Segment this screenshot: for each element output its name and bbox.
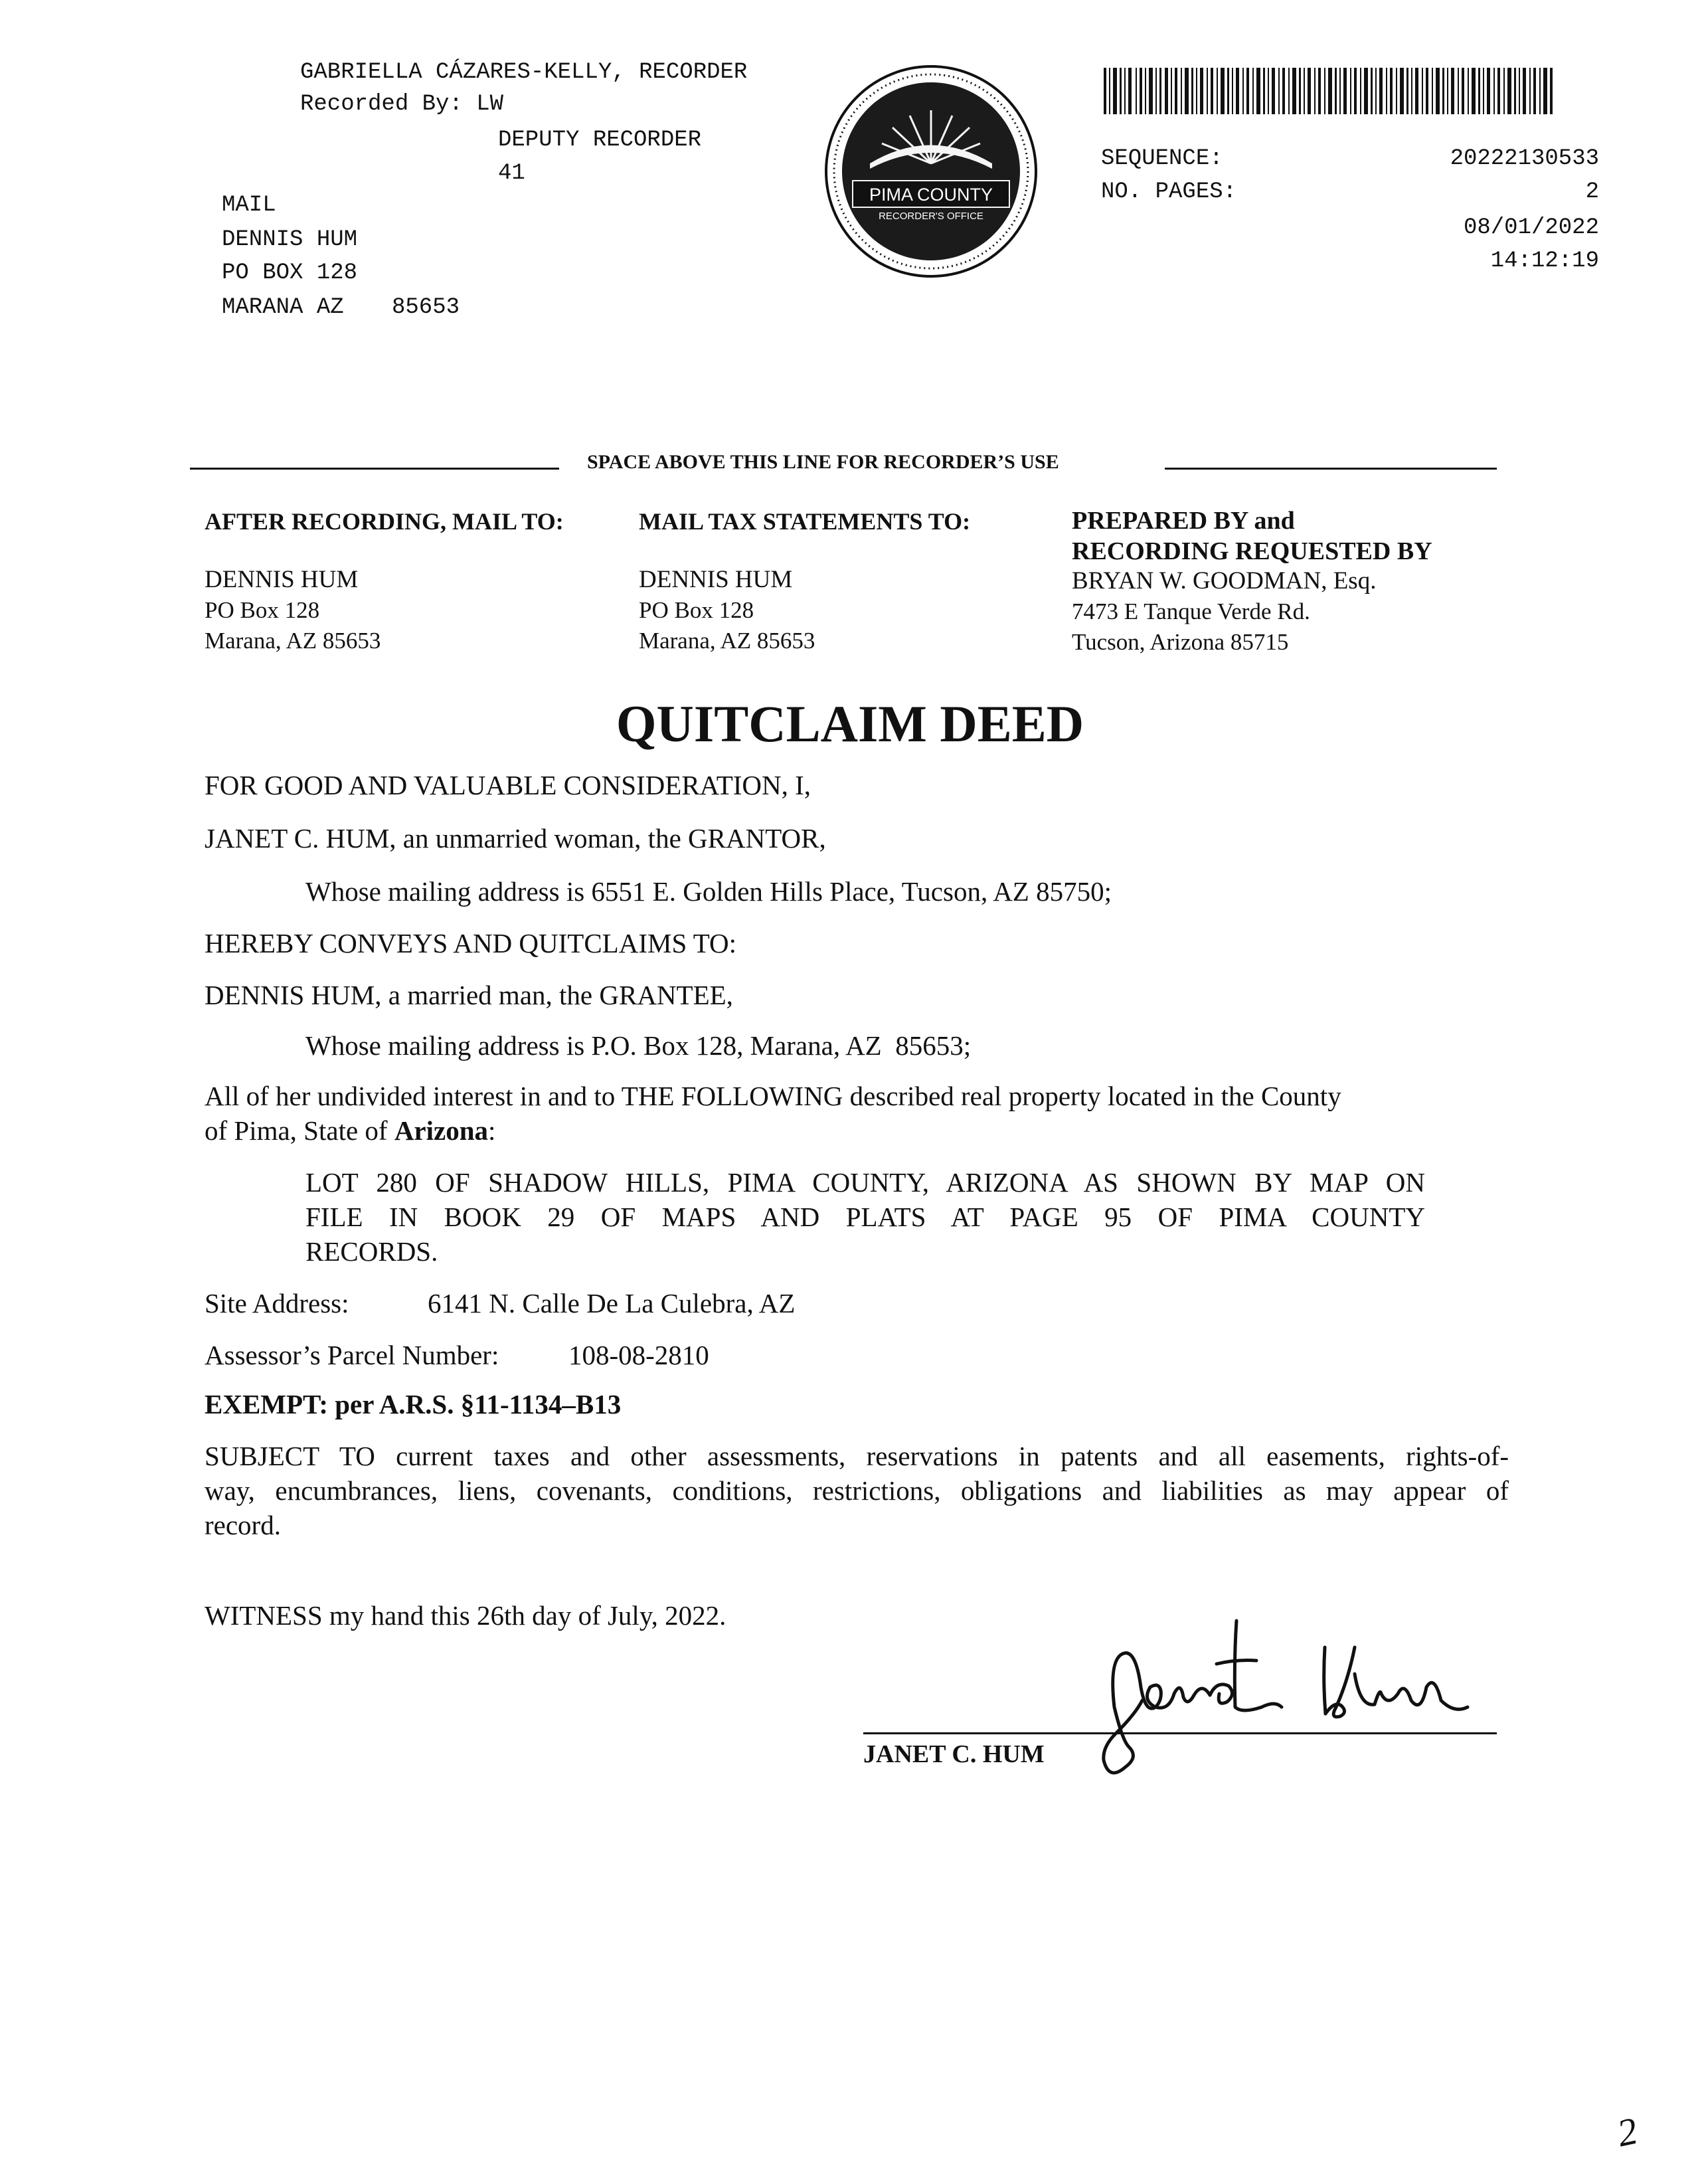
legal-description-line-3: RECORDS. [305, 1236, 438, 1267]
signature [1062, 1607, 1501, 1793]
grantee-line: DENNIS HUM, a married man, the GRANTEE, [205, 980, 733, 1010]
subject-line-3: record. [205, 1510, 281, 1540]
mail-tax-line2: Marana, AZ 85653 [639, 628, 815, 654]
signatory-name: JANET C. HUM [863, 1740, 1045, 1768]
recorded-by: Recorded By: LW [300, 92, 504, 117]
prepared-by-line2: Tucson, Arizona 85715 [1072, 629, 1289, 655]
interest-state: Arizona [394, 1115, 489, 1146]
mail-city: MARANA AZ [222, 295, 344, 320]
after-recording-line1: PO Box 128 [205, 597, 320, 623]
recorder-use-label: SPACE ABOVE THIS LINE FOR RECORDER’S USE [587, 451, 1059, 473]
prepared-by-block [1072, 505, 1432, 658]
recorder-name: GABRIELLA CÁZARES-KELLY, RECORDER [300, 60, 748, 85]
site-address-label: Site Address: [205, 1288, 349, 1319]
deputy-recorder: DEPUTY RECORDER [498, 128, 702, 153]
legal-description-line-2: FILE IN BOOK 29 OF MAPS AND PLATS AT PAGE 95 OF PIMA COUNTY [305, 1202, 1425, 1232]
site-address-value: 6141 N. Calle De La Culebra, AZ [428, 1288, 796, 1319]
mail-label: MAIL [222, 193, 276, 218]
grantee-address: Whose mailing address is P.O. Box 128, Marana, AZ 85653; [305, 1030, 972, 1061]
subject-line-2: way, encumbrances, liens, covenants, conditions, restrictions, obligations and liabilities as may appear of [205, 1475, 1509, 1506]
exempt-line: EXEMPT: per A.R.S. §11-1134–B13 [205, 1389, 622, 1419]
mail-tax-line1: PO Box 128 [639, 597, 754, 623]
prepared-by-name: BRYAN W. GOODMAN, Esq. [1072, 567, 1377, 594]
deed-title: QUITCLAIM DEED [616, 695, 1084, 753]
after-recording-block [205, 505, 564, 656]
grantor-line: JANET C. HUM, an unmarried woman, the GRANTOR, [205, 823, 826, 854]
seal-county: PIMA COUNTY [869, 185, 993, 205]
barcode [1104, 68, 1555, 114]
mail-box: PO BOX 128 [222, 260, 358, 286]
interest-line-1: All of her undivided interest in and to THE FOLLOWING described real property located in the County [205, 1081, 1341, 1111]
deputy-number: 41 [498, 161, 525, 186]
pages-label: NO. PAGES: [1101, 179, 1237, 205]
seal-office: RECORDER'S OFFICE [879, 211, 983, 222]
separator-right-rule [1165, 468, 1497, 470]
mail-tax-heading: MAIL TAX STATEMENTS TO: [639, 508, 971, 535]
seal-emblem-icon [823, 64, 1039, 279]
separator-left-rule [190, 468, 559, 470]
parcel-label: Assessor’s Parcel Number: [205, 1340, 499, 1370]
signature-line [863, 1732, 1497, 1734]
consideration-line: FOR GOOD AND VALUABLE CONSIDERATION, I, [205, 770, 811, 800]
sequence-value: 20222130533 [1450, 146, 1599, 171]
interest-line-2 [205, 1113, 495, 1148]
subject-line-1: SUBJECT TO current taxes and other assessments, reservations in patents and all easements, rights-of- [205, 1441, 1509, 1471]
mail-zip: 85653 [392, 295, 460, 320]
pages-value: 2 [1585, 179, 1599, 205]
mail-name: DENNIS HUM [222, 227, 358, 252]
recording-time: 14:12:19 [1490, 248, 1599, 274]
after-recording-heading: AFTER RECORDING, MAIL TO: [205, 508, 564, 535]
legal-description-line-1: LOT 280 OF SHADOW HILLS, PIMA COUNTY, ARIZONA AS SHOWN BY MAP ON [305, 1167, 1425, 1198]
interest-colon: : [488, 1115, 496, 1146]
sequence-label: SEQUENCE: [1101, 146, 1223, 171]
parcel-value: 108-08-2810 [568, 1340, 709, 1370]
conveys-line: HEREBY CONVEYS AND QUITCLAIMS TO: [205, 928, 737, 958]
mail-tax-name: DENNIS HUM [639, 566, 793, 593]
grantor-address: Whose mailing address is 6551 E. Golden Hills Place, Tucson, AZ 85750; [305, 876, 1112, 907]
interest-line-2-text: of Pima, State of [205, 1115, 394, 1146]
witness-line: WITNESS my hand this 26th day of July, 2022. [205, 1600, 726, 1631]
prepared-by-line1: 7473 E Tanque Verde Rd. [1072, 598, 1310, 624]
page-mark: 2 [1613, 2108, 1642, 2155]
after-recording-name: DENNIS HUM [205, 566, 359, 593]
recording-requested-heading: RECORDING REQUESTED BY [1072, 537, 1432, 565]
pima-county-seal [823, 64, 1039, 279]
recording-date: 08/01/2022 [1463, 215, 1599, 240]
after-recording-line2: Marana, AZ 85653 [205, 628, 381, 654]
mail-tax-block [639, 505, 970, 656]
prepared-by-heading: PREPARED BY and [1072, 507, 1295, 535]
